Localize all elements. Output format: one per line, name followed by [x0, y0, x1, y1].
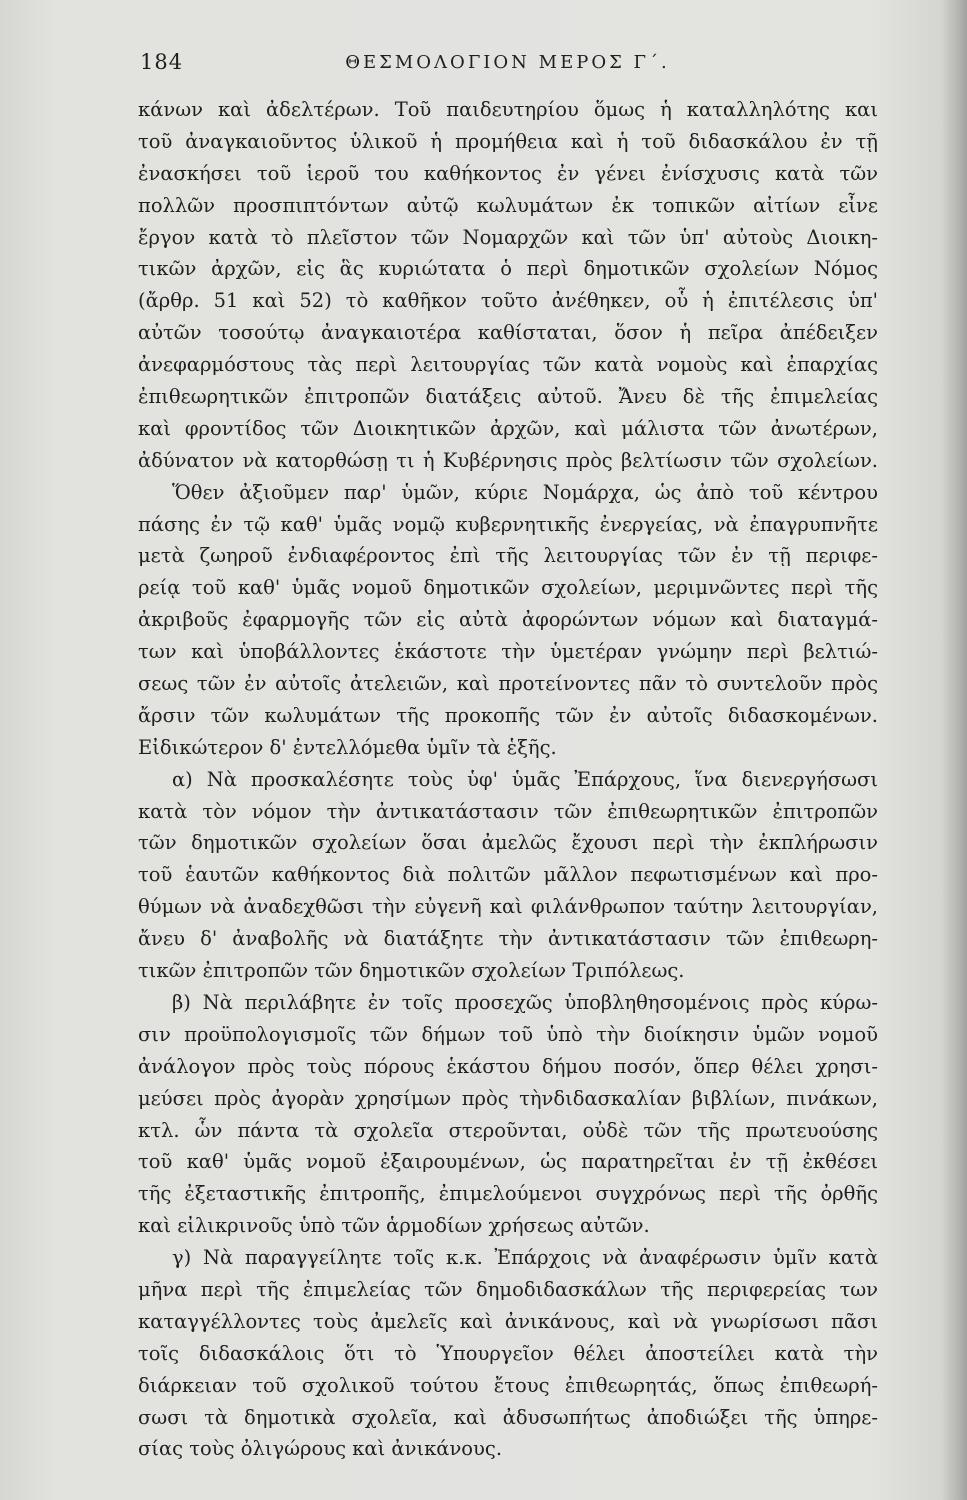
text-line: τικῶν ἐπιτροπῶν τῶν δημοτικῶν σχολείων Τριπόλεως. [138, 959, 685, 983]
page-header [140, 50, 875, 86]
text-line: ἀνάλογον πρὸς τοὺς πόρους ἑκάστου δήμου ποσόν, ὅπερ θέλει χρησι- [138, 1054, 878, 1078]
text-line: καὶ εἰλικρινοῦς ὑπὸ τῶν ἁρμοδίων χρήσεως αὐτῶν. [138, 1214, 650, 1238]
body-text [138, 94, 878, 1465]
text-line: σωσι τὰ δημοτικὰ σχολεῖα, καὶ ἀδυσωπήτως ἀποδιώξει τῆς ὑπηρε- [138, 1405, 878, 1429]
text-line: τοῦ ἀναγκαιοῦντος ὑλικοῦ ἡ προμήθεια καὶ ἡ τοῦ διδασκάλου ἐν τῇ [138, 129, 878, 153]
text-line: ἄνευ δ' ἀναβολῆς νὰ διατάξητε τὴν ἀντικατάστασιν τῶν ἐπιθεωρη- [138, 927, 878, 951]
text-line: Ὅθεν ἀξιοῦμεν παρ' ὑμῶν, κύριε Νομάρχα, ὡς ἀπὸ τοῦ κέντρου [172, 480, 878, 504]
text-line: των καὶ ὑποβάλλοντες ἑκάστοτε τὴν ὑμετέραν γνώμην περὶ βελτιώ- [138, 640, 878, 664]
text-line: Εἰδικώτερον δ' ἐντελλόμεθα ὑμῖν τὰ ἑξῆς. [138, 735, 557, 759]
text-line: μεύσει πρὸς ἀγορὰν χρησίμων πρὸς τὴνδιδασκαλίαν βιβλίων, πινάκων, [138, 1086, 878, 1110]
text-line: ἐνασκήσει τοῦ ἱεροῦ του καθήκοντος ἐν γένει ἐνίσχυσις κατὰ τῶν [138, 161, 878, 185]
text-line: θύμων νὰ ἀναδεχθῶσι τὴν εὐγενῆ καὶ φιλάνθρωπον ταύτην λειτουργίαν, [138, 895, 878, 919]
text-line: ἀνεφαρμόστους τὰς περὶ λειτουργίας τῶν κατὰ νομοὺς καὶ ἐπαρχίας [138, 353, 878, 377]
text-line: διάρκειαν τοῦ σχολικοῦ τούτου ἔτους ἐπιθεωρητάς, ὅπως ἐπιθεωρή- [138, 1373, 878, 1397]
text-line: κατὰ τὸν νόμον τὴν ἀντικατάστασιν τῶν ἐπιθεωρητικῶν ἐπιτροπῶν [138, 799, 878, 823]
text-line: ρείᾳ τοῦ καθ' ὑμᾶς νομοῦ δημοτικῶν σχολείων, μεριμνῶντες περὶ τῆς [138, 576, 878, 600]
text-line: β) Νὰ περιλάβητε ἐν τοῖς προσεχῶς ὑποβληθησομένοις πρὸς κύρω- [172, 990, 878, 1014]
text-line: ἀκριβοῦς ἐφαρμογῆς τῶν εἰς αὐτὰ ἀφορώντων νόμων καὶ διαταγμά- [138, 608, 878, 632]
text-line: μῆνα περὶ τῆς ἐπιμελείας τῶν δημοδιδασκάλων τῆς περιφερείας των [138, 1277, 878, 1301]
text-line: καταγγέλλοντες τοὺς ἀμελεῖς καὶ ἀνικάνους, καὶ νὰ γνωρίσωσι πᾶσι [138, 1309, 878, 1333]
text-line: τῶν δημοτικῶν σχολείων ὅσαι ἀμελῶς ἔχουσι περὶ τὴν ἐκπλήρωσιν [138, 831, 878, 855]
text-line: πάσης ἐν τῷ καθ' ὑμᾶς νομῷ κυβερνητικῆς ἐνεργείας, νὰ ἐπαγρυπνῆτε [138, 512, 878, 536]
text-line: καὶ φροντίδος τῶν Διοικητικῶν ἀρχῶν, καὶ μάλιστα τῶν ἀνωτέρων, [138, 416, 878, 440]
text-line: ἀδύνατον νὰ κατορθώσῃ τι ἡ Κυβέρνησις πρὸς βελτίωσιν τῶν σχολείων. [138, 448, 878, 472]
text-line: κάνων καὶ ἀδελτέρων. Τοῦ παιδευτηρίου ὅμως ἡ καταλληλότης και [138, 98, 878, 121]
text-line: ἔργον κατὰ τὸ πλεῖστον τῶν Νομαρχῶν καὶ τῶν ὑπ' αὐτοὺς Διοικη- [138, 225, 878, 249]
page-number: 184 [140, 50, 184, 74]
text-line: πολλῶν προσπιπτόντων αὐτῷ κωλυμάτων ἐκ τοπικῶν αἰτίων εἶνε [138, 193, 878, 217]
text-line: ἄρσιν τῶν κωλυμάτων τῆς προκοπῆς τῶν ἐν αὐτοῖς διδασκομένων. [138, 703, 878, 727]
text-line: αὐτῶν τοσούτῳ ἀναγκαιοτέρα καθίσταται, ὅσον ἡ πεῖρα ἀπέδειξεν [138, 321, 878, 345]
text-line: τοῦ καθ' ὑμᾶς νομοῦ ἐξαιρουμένων, ὡς παρατηρεῖται ἐν τῇ ἐκθέσει [138, 1150, 878, 1174]
text-line: σίας τοὺς ὀλιγώρους καὶ ἀνικάνους. [138, 1437, 503, 1461]
text-line: (ἄρθρ. 51 καὶ 52) τὸ καθῆκον τοῦτο ἀνέθηκεν, οὗ ἡ ἐπιτέλεσις ὑπ' [138, 289, 878, 313]
running-title: ΘΕΣΜΟΛΟΓΙΟΝ ΜΕΡΟΣ Γ΄. [345, 52, 670, 73]
text-line: τῆς ἐξεταστικῆς ἐπιτροπῆς, ἐπιμελούμενοι συγχρόνως περὶ τῆς ὀρθῆς [138, 1182, 878, 1206]
text-line: τοῖς διδασκάλοις ὅτι τὸ Ὑπουργεῖον θέλει ἀποστείλει κατὰ τὴν [138, 1341, 878, 1365]
text-line: τοῦ ἑαυτῶν καθήκοντος διὰ πολιτῶν μᾶλλον πεφωτισμένων καὶ προ- [138, 863, 878, 887]
text-line: α) Νὰ προσκαλέσητε τοὺς ὑφ' ὑμᾶς Ἐπάρχους, ἵνα διενεργήσωσι [172, 767, 878, 791]
text-line: σεως τῶν ἐν αὐτοῖς ἀτελειῶν, καὶ προτείνοντες πᾶν τὸ συντελοῦν πρὸς [138, 672, 878, 696]
page-edge-shadow [941, 0, 967, 1500]
text-line: σιν προϋπολογισμοῖς τῶν δήμων τοῦ ὑπὸ τὴν διοίκησιν ὑμῶν νομοῦ [138, 1022, 878, 1046]
text-line: τικῶν ἀρχῶν, εἰς ἃς κυριώτατα ὁ περὶ δημοτικῶν σχολείων Νόμος [138, 257, 878, 281]
text-line: μετὰ ζωηροῦ ἐνδιαφέροντος ἐπὶ τῆς λειτουργίας τῶν ἐν τῇ περιφε- [138, 544, 878, 568]
text-line: ἐπιθεωρητικῶν ἐπιτροπῶν διατάξεις αὐτοῦ. Ἄνευ δὲ τῆς ἐπιμελείας [138, 385, 878, 409]
text-line: γ) Νὰ παραγγείλητε τοῖς κ.κ. Ἐπάρχοις νὰ ἀναφέρωσιν ὑμῖν κατὰ [172, 1246, 878, 1270]
text-line: κτλ. ὧν πάντα τὰ σχολεῖα στεροῦνται, οὐδὲ τῶν τῆς πρωτευούσης [138, 1118, 878, 1142]
